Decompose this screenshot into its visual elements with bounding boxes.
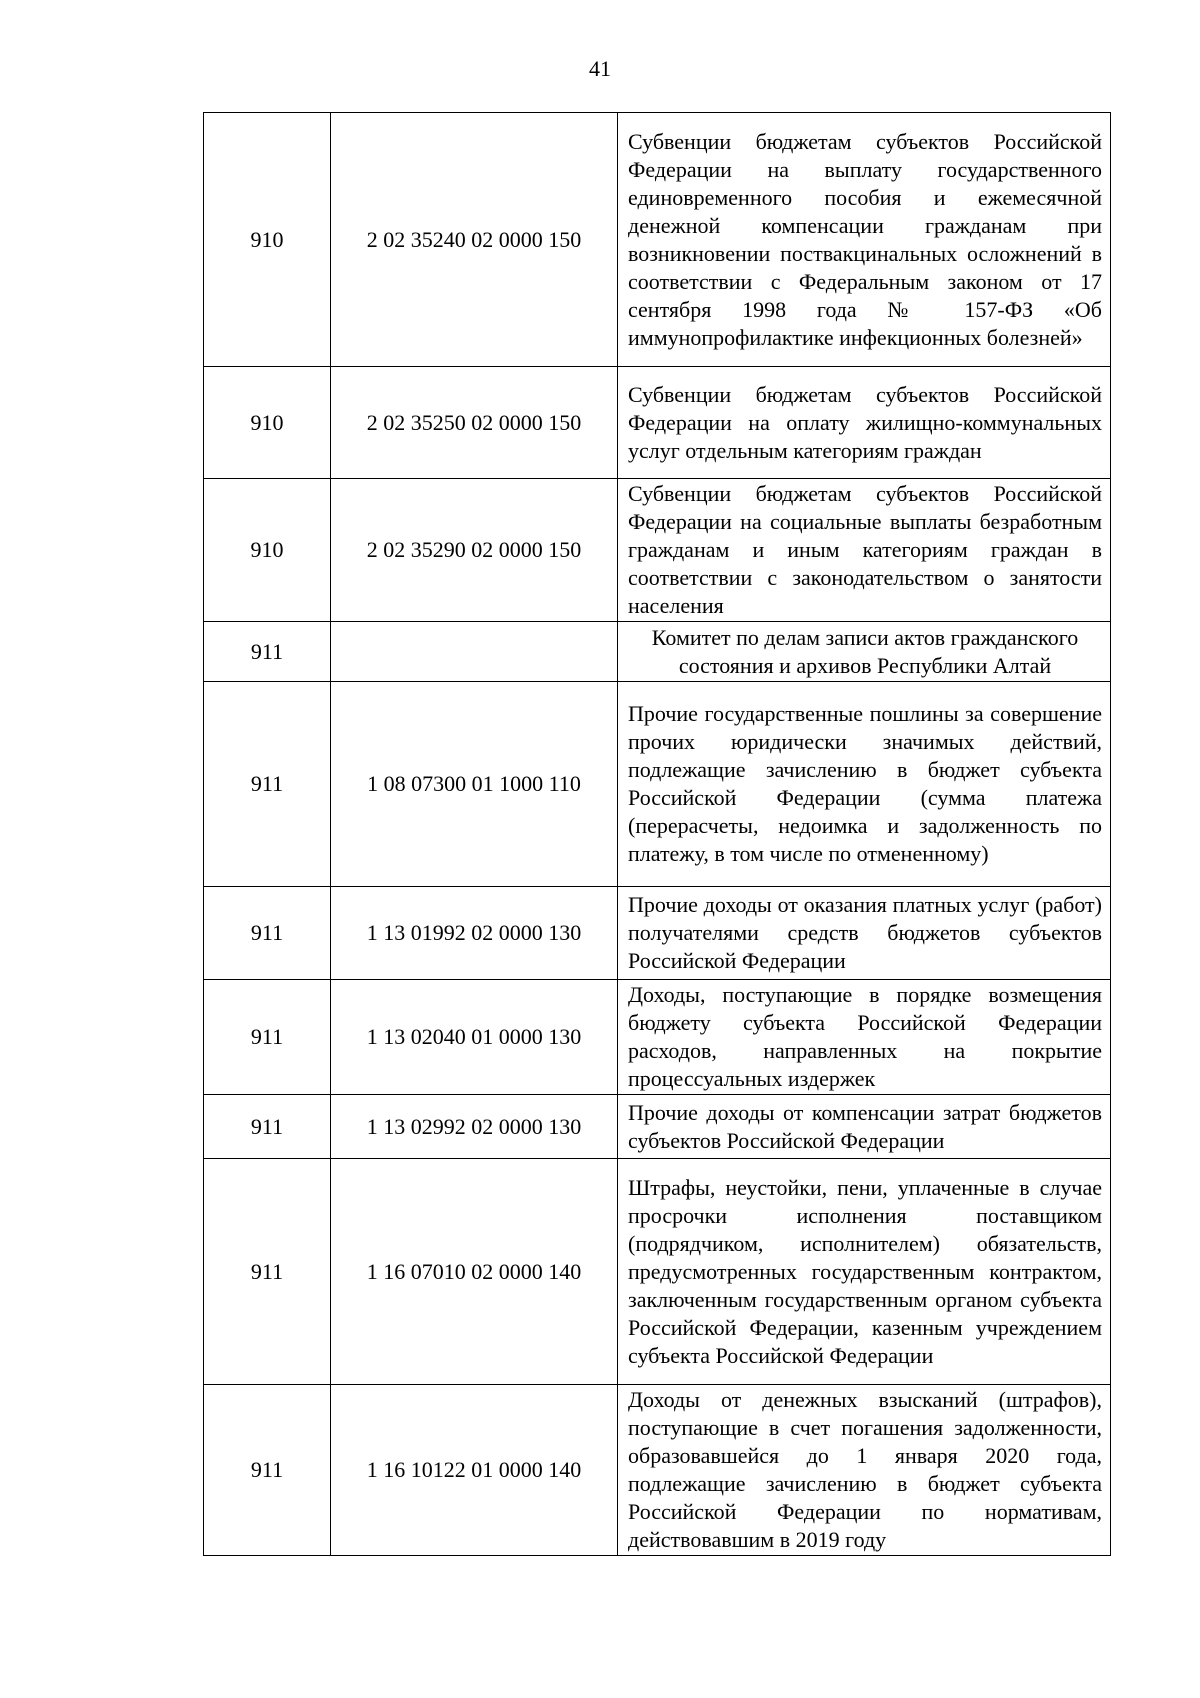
- budget-code-cell: 1 13 02040 01 0000 130: [331, 980, 618, 1095]
- budget-code-cell: 2 02 35240 02 0000 150: [331, 113, 618, 367]
- revenue-codes-table: [203, 112, 1111, 1556]
- admin-code-cell: 911: [204, 980, 331, 1095]
- table-row: [204, 1159, 1111, 1385]
- table-row: [204, 479, 1111, 622]
- description-cell: Субвенции бюджетам субъектов Российской Федерации на выплату государственного единовременного пособия и ежемесячной денежной компенсации гражданам при возникновении поствакцинальных осложнений в соответствии с Федеральным законом от 17 сентября 1998 года № 157-ФЗ «Об иммунопрофилактике инфекционных болезней»: [618, 113, 1111, 367]
- description-cell: Доходы, поступающие в порядке возмещения бюджету субъекта Российской Федерации расходов, направленных на покрытие процессуальных издержек: [618, 980, 1111, 1095]
- admin-code-cell: 910: [204, 113, 331, 367]
- description-cell: Субвенции бюджетам субъектов Российской Федерации на социальные выплаты безработным гражданам и иным категориям граждан в соответствии с законодательством о занятости населения: [618, 479, 1111, 622]
- budget-code-cell: 2 02 35290 02 0000 150: [331, 479, 618, 622]
- description-cell: Прочие доходы от компенсации затрат бюджетов субъектов Российской Федерации: [618, 1095, 1111, 1159]
- admin-code-cell: 911: [204, 682, 331, 887]
- budget-code-cell: [331, 622, 618, 682]
- budget-code-cell: 1 13 01992 02 0000 130: [331, 887, 618, 980]
- table-row: [204, 980, 1111, 1095]
- description-cell: Доходы от денежных взысканий (штрафов), поступающие в счет погашения задолженности, образовавшейся до 1 января 2020 года, подлежащие зачислению в бюджет субъекта Российской Федерации по нормативам, действовавшим в 2019 году: [618, 1385, 1111, 1556]
- table-row: [204, 682, 1111, 887]
- budget-code-cell: 1 08 07300 01 1000 110: [331, 682, 618, 887]
- admin-code-cell: 911: [204, 1095, 331, 1159]
- admin-code-cell: 911: [204, 1159, 331, 1385]
- admin-code-cell: 911: [204, 887, 331, 980]
- description-cell: Штрафы, неустойки, пени, уплаченные в случае просрочки исполнения поставщиком (подрядчиком, исполнителем) обязательств, предусмотренных государственным контрактом, заключенным государственным органом субъекта Российской Федерации, казенным учреждением субъекта Российской Федерации: [618, 1159, 1111, 1385]
- description-cell: Прочие государственные пошлины за совершение прочих юридически значимых действий, подлежащие зачислению в бюджет субъекта Российской Федерации (сумма платежа (перерасчеты, недоимка и задолженность по платежу, в том числе по отмененному): [618, 682, 1111, 887]
- page-number: 41: [589, 56, 611, 81]
- admin-code-cell: 910: [204, 367, 331, 479]
- budget-code-cell: 1 16 10122 01 0000 140: [331, 1385, 618, 1556]
- budget-code-cell: 1 13 02992 02 0000 130: [331, 1095, 618, 1159]
- section-title-cell: Комитет по делам записи актов гражданского состояния и архивов Республики Алтай: [618, 622, 1111, 682]
- table-row: [204, 113, 1111, 367]
- budget-code-cell: 1 16 07010 02 0000 140: [331, 1159, 618, 1385]
- admin-code-cell: 910: [204, 479, 331, 622]
- table-row-section-header: [204, 622, 1111, 682]
- admin-code-cell: 911: [204, 1385, 331, 1556]
- budget-code-cell: 2 02 35250 02 0000 150: [331, 367, 618, 479]
- table-row: [204, 1095, 1111, 1159]
- table-row: [204, 367, 1111, 479]
- table-row: [204, 887, 1111, 980]
- description-cell: Субвенции бюджетам субъектов Российской Федерации на оплату жилищно-коммунальных услуг отдельным категориям граждан: [618, 367, 1111, 479]
- table-row: [204, 1385, 1111, 1556]
- admin-code-cell: 911: [204, 622, 331, 682]
- description-cell: Прочие доходы от оказания платных услуг (работ) получателями средств бюджетов субъектов Российской Федерации: [618, 887, 1111, 980]
